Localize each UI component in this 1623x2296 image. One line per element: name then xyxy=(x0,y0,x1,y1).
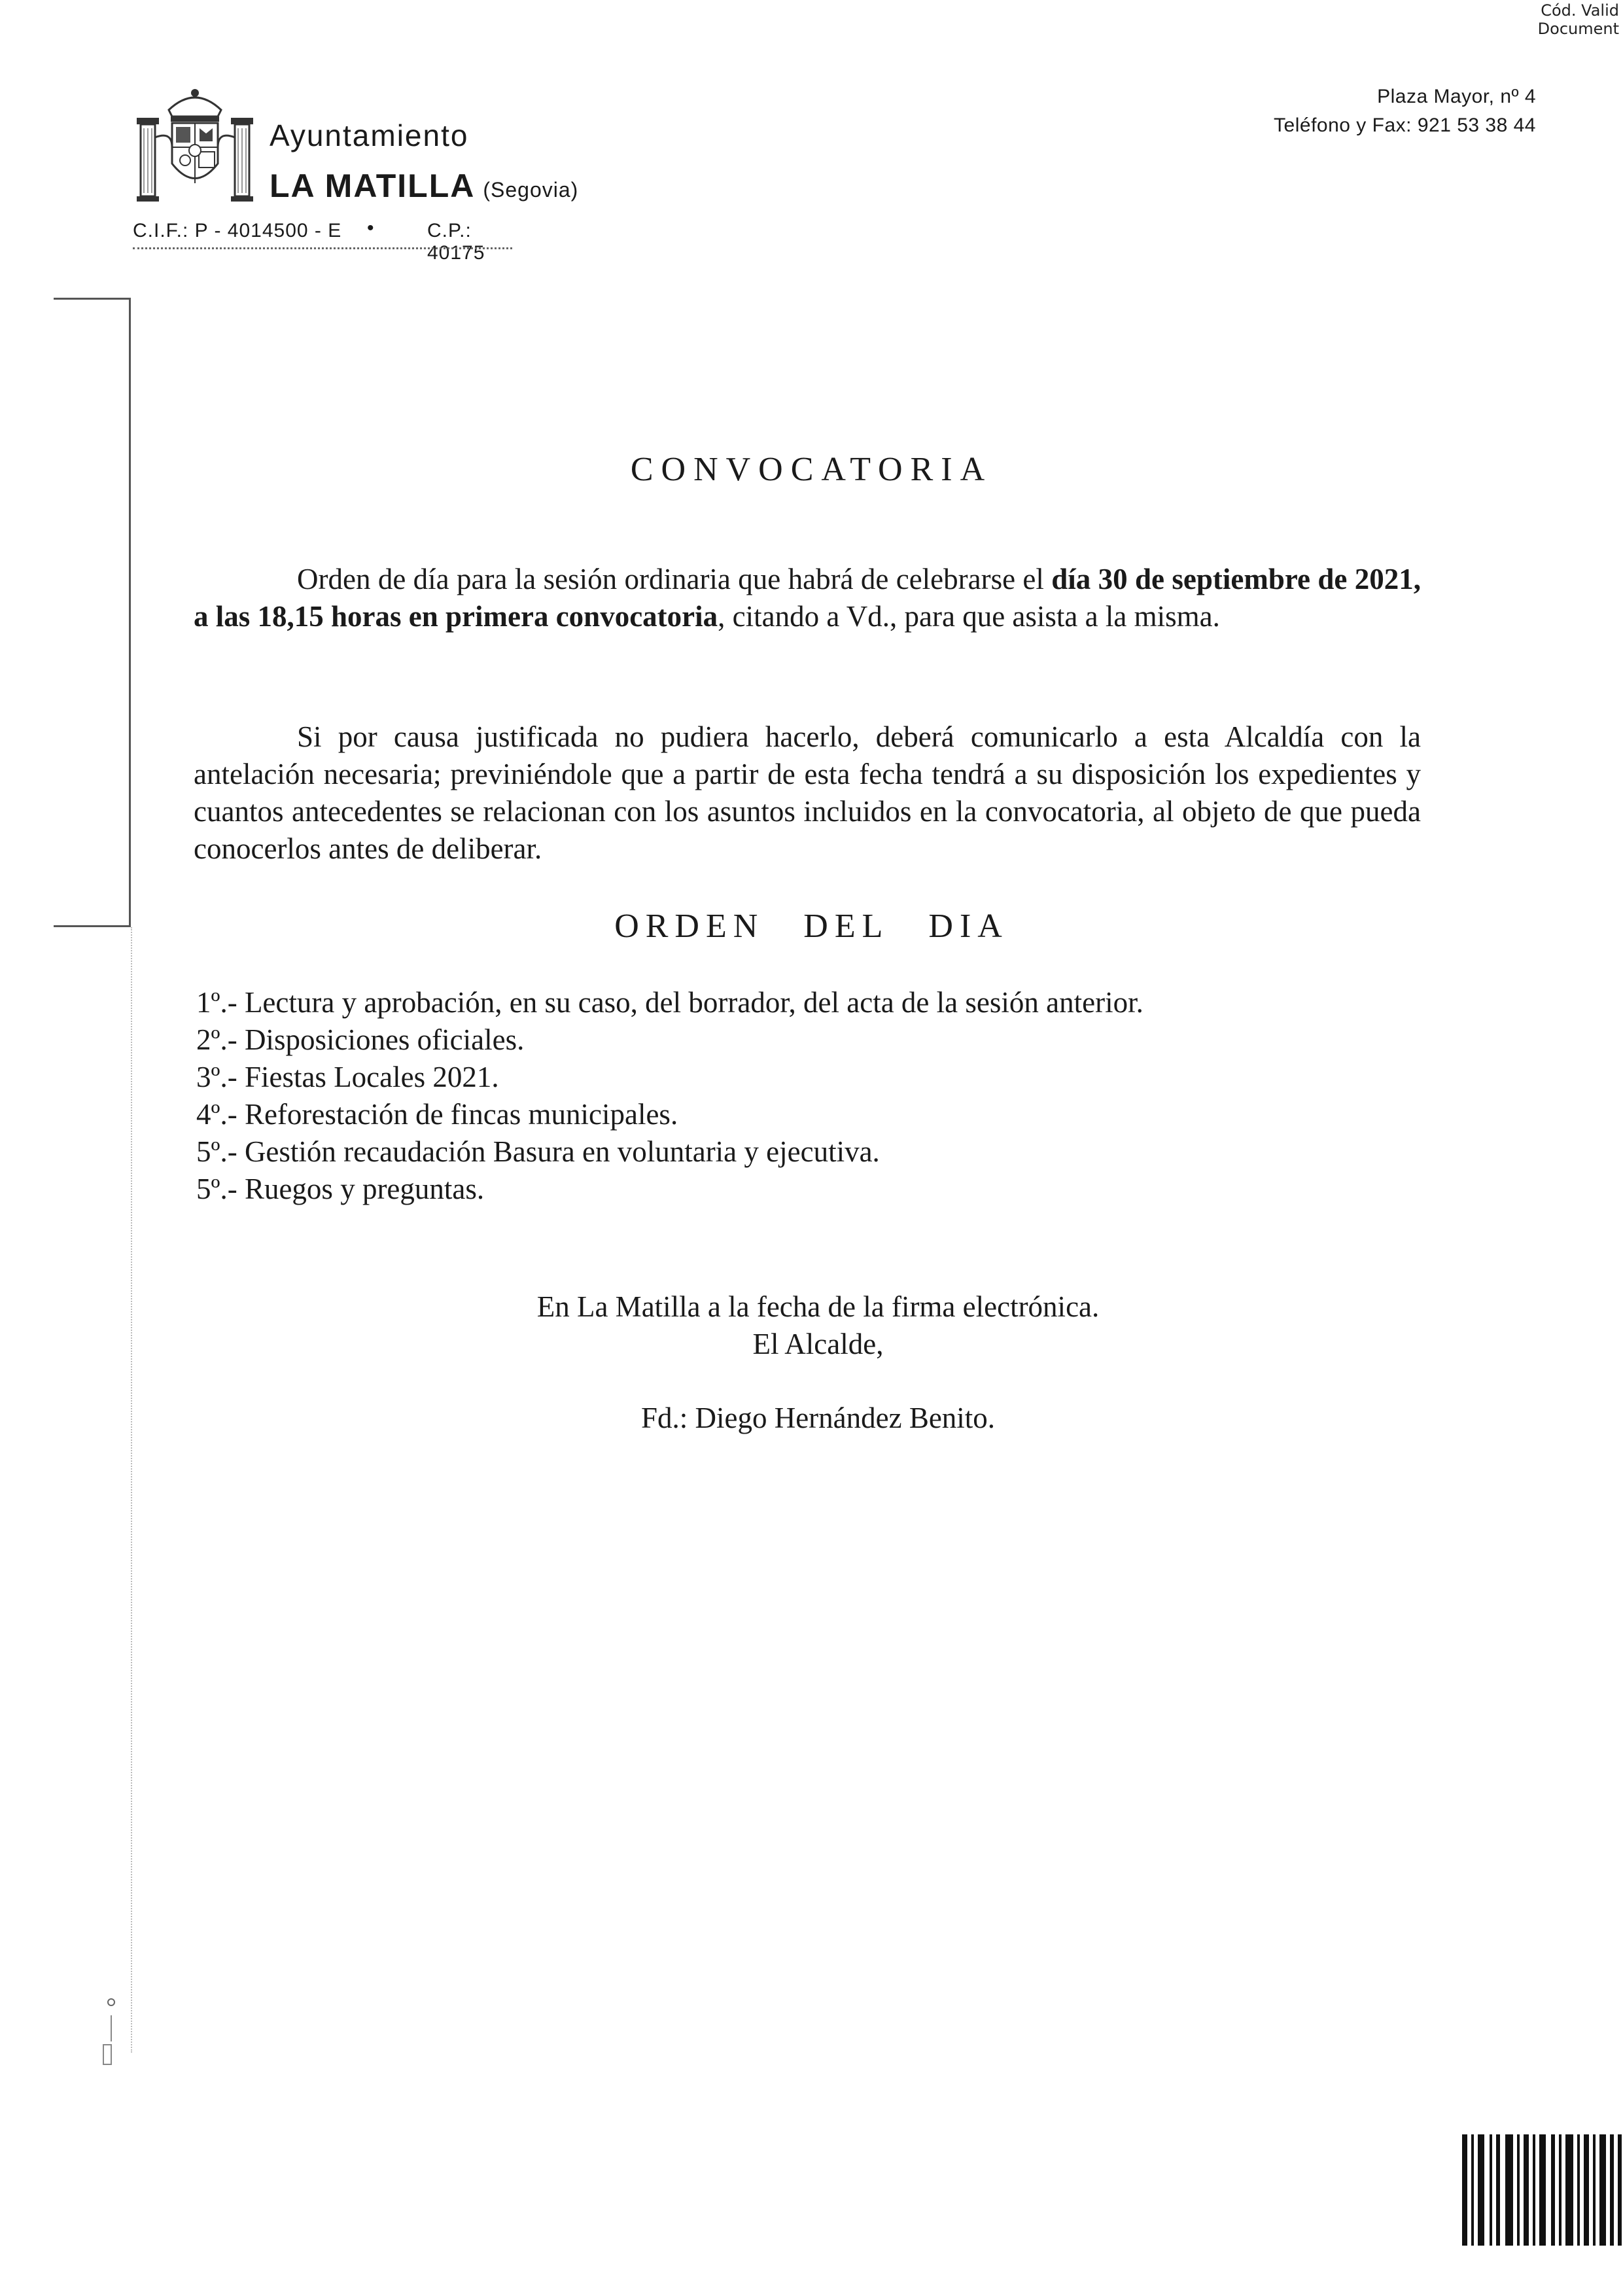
agenda-list xyxy=(196,984,1143,1208)
town-name xyxy=(270,167,578,205)
signer-role: El Alcalde, xyxy=(752,1328,884,1360)
margin-line xyxy=(131,927,132,2053)
signature-text: Fd.: Diego Hernández Benito. xyxy=(640,1402,996,1434)
barcode-icon xyxy=(1459,2134,1623,2246)
validation-line-2: Document xyxy=(1537,20,1619,38)
paragraph-convocation xyxy=(194,561,1421,635)
address-block xyxy=(1274,82,1536,140)
agenda-item: 3º.- Fiestas Locales 2021. xyxy=(196,1061,499,1093)
agenda-title-word: ORDEN xyxy=(614,908,765,945)
separator-dot: • xyxy=(367,217,375,239)
coat-of-arms-icon xyxy=(133,85,257,203)
session-date-time: día 30 de septiembre de 2021, a las 18,15 horas en primera convocatoria xyxy=(194,563,1421,633)
cif-text: C.I.F.: P - 4014500 - E xyxy=(133,220,342,241)
agenda-item: 5º.- Gestión recaudación Basura en voluntaria y ejecutiva. xyxy=(196,1135,880,1168)
paragraph-notice-text: Si por causa justificada no pudiera hacerlo, deberá comunicarlo a esta Alcaldía con la antelación necesaria; previniéndole que a partir de esta fecha tendrá a su disposición los expedientes y cuantos antecedentes se relacionan con los asuntos incluidos en la convocatoria, al objeto de que pueda conocerlos antes de deliberar. xyxy=(194,720,1421,865)
document-title-text: CONVOCATORIA xyxy=(630,451,993,488)
agenda-title-word: DIA xyxy=(928,908,1009,945)
header-divider xyxy=(133,247,512,249)
validation-line-1: Cód. Valid xyxy=(1541,1,1619,20)
address-line: Plaza Mayor, nº 4 xyxy=(1377,86,1536,107)
cif-line xyxy=(133,217,512,264)
agenda-item: 1º.- Lectura y aprobación, en su caso, del borrador, del acta de la sesión anterior. xyxy=(196,986,1143,1019)
ayuntamiento-label: Ayuntamiento xyxy=(270,118,469,152)
agenda-item: 4º.- Reforestación de fincas municipales. xyxy=(196,1098,678,1131)
phone-fax-line: Teléfono y Fax: 921 53 38 44 xyxy=(1274,115,1536,136)
paragraph-convocation-start: Orden de día para la sesión ordinaria que habrá de celebrarse el xyxy=(297,563,1052,595)
agenda-item: 5º.- Ruegos y preguntas. xyxy=(196,1173,485,1205)
postal-code: C.P.: 40175 xyxy=(427,220,485,264)
closing-block xyxy=(0,1288,1623,1363)
town-name-text: LA MATILLA xyxy=(270,168,476,204)
validation-code-label xyxy=(1538,1,1619,38)
province-label: (Segovia) xyxy=(483,178,579,202)
registry-stamp-box xyxy=(54,298,131,927)
margin-mark-icon xyxy=(98,1996,124,2068)
agenda-title-word: DEL xyxy=(803,908,890,945)
paragraph-convocation-text xyxy=(194,561,1421,635)
agenda-item: 2º.- Disposiciones oficiales. xyxy=(196,1023,525,1056)
signature-line xyxy=(0,1401,1623,1435)
document-title xyxy=(0,450,1623,489)
agenda-title xyxy=(0,907,1623,945)
paragraph-notice xyxy=(194,718,1421,868)
paragraph-convocation-end: , citando a Vd., para que asista a la misma. xyxy=(718,600,1220,633)
place-date-line: En La Matilla a la fecha de la firma electrónica. xyxy=(536,1290,1100,1323)
